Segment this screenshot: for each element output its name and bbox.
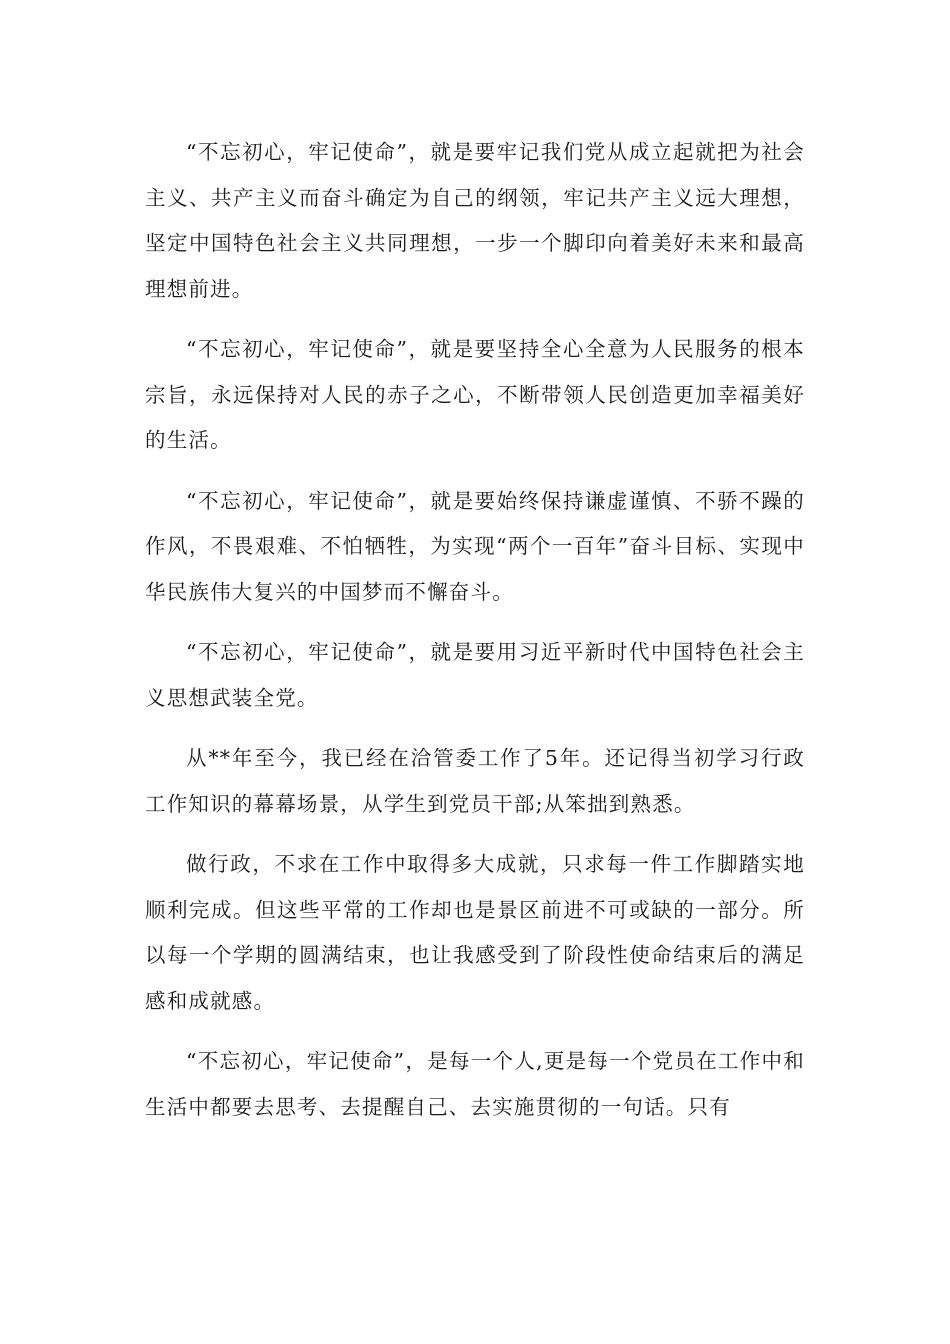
paragraph-1: “不忘初心，牢记使命”，就是要牢记我们党从成立起就把为社会主义、共产主义而奋斗确定为自己的纲领，牢记共产主义远大理想，坚定中国特色社会主义共同理想，一步一个脚印向着美好未来和最高理想前进。 <box>145 140 805 301</box>
paragraph-6: 做行政，不求在工作中取得多大成就，只求每一件工作脚踏实地顺利完成。但这些平常的工作却也是景区前进不可或缺的一部分。所以每一个学期的圆满结束，也让我感受到了阶段性使命结束后的满足感和成就感。 <box>145 852 805 1013</box>
paragraph-5: 从**年至今，我已经在洽管委工作了5年。还记得当初学习行政工作知识的幕幕场景，从学生到党员干部;从笨拙到熟悉。 <box>145 746 805 816</box>
document-body <box>145 130 805 1145</box>
paragraph-2: “不忘初心，牢记使命”，就是要坚持全心全意为人民服务的根本宗旨，永远保持对人民的赤子之心，不断带领人民创造更加幸福美好的生活。 <box>145 337 805 452</box>
paragraph-4: “不忘初心，牢记使命”，就是要用习近平新时代中国特色社会主义思想武装全党。 <box>145 640 805 710</box>
paragraph-7: “不忘初心，牢记使命”，是每一个人,更是每一个党员在工作中和生活中都要去思考、去提醒自己、去实施贯彻的一句话。只有 <box>145 1049 805 1119</box>
paragraph-3: “不忘初心，牢记使命”，就是要始终保持谦虚谨慎、不骄不躁的作风，不畏艰难、不怕牺牲，为实现“两个一百年”奋斗目标、实现中华民族伟大复兴的中国梦而不懈奋斗。 <box>145 488 805 604</box>
